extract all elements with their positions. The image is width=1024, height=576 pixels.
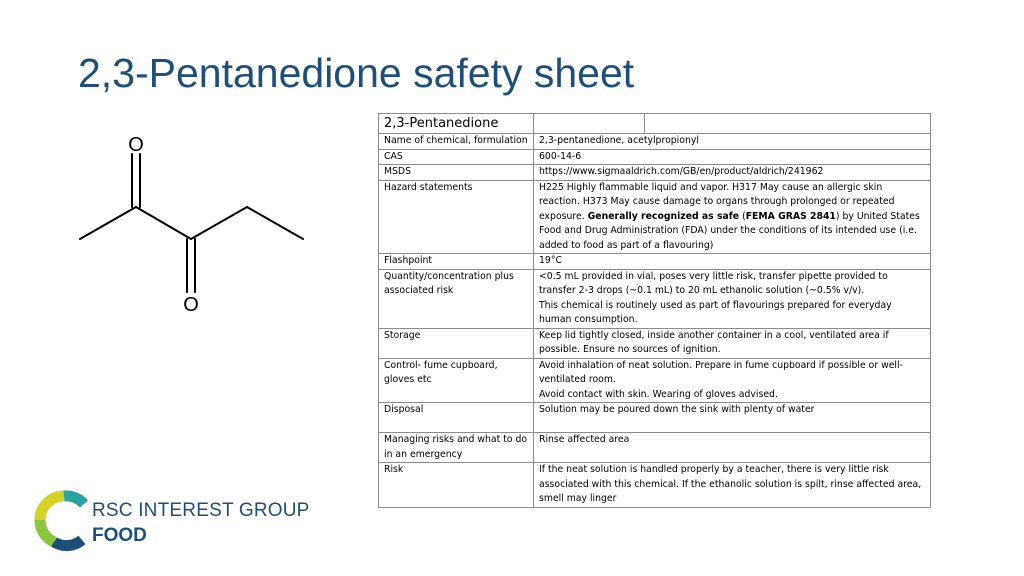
fema-code: FEMA GRAS 2841: [745, 210, 836, 222]
row-label: Name of chemical, formulation: [379, 134, 534, 150]
row-label: Hazard statements: [379, 180, 534, 254]
row-value: <0.5 mL provided in vial, poses very little risk, transfer pipette provided to transfer 2-3 drops (~0.1 mL) to 20 mL ethanolic solution (~0.5% v/v). This chemical is routinely used as part of flavourings prepared for everyday human consumption.: [534, 269, 931, 328]
row-label: Disposal: [379, 403, 534, 433]
row-value: Rinse affected area: [534, 433, 931, 463]
table-row: [379, 433, 931, 463]
row-label: Flashpoint: [379, 254, 534, 270]
table-row: [379, 403, 931, 433]
rsc-logo-mark: [34, 490, 90, 552]
rsc-logo-text: [92, 500, 310, 547]
safety-table: [378, 113, 931, 508]
row-label: Quantity/concentration plus associated risk: [379, 269, 534, 328]
row-value: 2,3-pentanedione, acetylpropionyl: [534, 134, 931, 150]
row-value: Avoid inhalation of neat solution. Prepare in fume cupboard if possible or well-ventilated room. Avoid contact with skin. Wearing of gloves advised.: [534, 358, 931, 403]
table-header-blank: [534, 114, 931, 134]
oxygen-top-label: O: [128, 134, 144, 156]
row-value: H225 Highly flammable liquid and vapor. H317 May cause an allergic skin reaction. H373 May cause damage to organs through prolonged or repeated exposure. Generally recognized as safe (FEMA GRAS 2841) by United States Food and Drug Administration (FDA) under the conditions of its intended use (i.e. added to food as part of a flavouring): [534, 180, 931, 254]
row-value: 19°C: [534, 254, 931, 270]
oxygen-bottom-label: O: [183, 294, 199, 316]
table-row: [379, 165, 931, 181]
slide-title: 2,3-Pentanedione safety sheet: [78, 50, 635, 96]
pentanedione-structure: [70, 128, 310, 318]
logo-arc-yellow: [40, 496, 64, 520]
table-row: [379, 180, 931, 254]
row-value: If the neat solution is handled properly by a teacher, there is very little risk associated with this chemical. If the ethanolic solution is spilt, rinse affected area, smell may linger: [534, 463, 931, 508]
logo-arc-green: [40, 520, 54, 542]
table-row: [379, 463, 931, 508]
row-label: Managing risks and what to do in an emergency: [379, 433, 534, 463]
table-row: [379, 254, 931, 270]
logo-line1: RSC INTEREST GROUP: [92, 500, 310, 521]
table-row: [379, 269, 931, 328]
gras-label: Generally recognized as safe: [587, 210, 740, 222]
row-label: Control- fume cupboard, gloves etc: [379, 358, 534, 403]
table-header: 2,3-Pentanedione: [379, 114, 534, 134]
table-header-row: [379, 114, 931, 134]
logo-arc-teal: [64, 496, 84, 504]
msds-link[interactable]: https://www.sigmaaldrich.com/GB/en/product/aldrich/241962: [534, 165, 931, 181]
table-row: [379, 134, 931, 150]
row-label: MSDS: [379, 165, 534, 181]
table-row: [379, 328, 931, 358]
row-label: CAS: [379, 149, 534, 165]
logo-line2: FOOD: [92, 525, 147, 546]
row-label: Risk: [379, 463, 534, 508]
row-value: Solution may be poured down the sink with plenty of water: [534, 403, 931, 433]
table-row: [379, 358, 931, 403]
logo-arc-navy: [54, 540, 82, 546]
row-value: 600-14-6: [534, 149, 931, 165]
row-value: Keep lid tightly closed, inside another container in a cool, ventilated area if possible. Ensure no sources of ignition.: [534, 328, 931, 358]
row-label: Storage: [379, 328, 534, 358]
table-row: [379, 149, 931, 165]
